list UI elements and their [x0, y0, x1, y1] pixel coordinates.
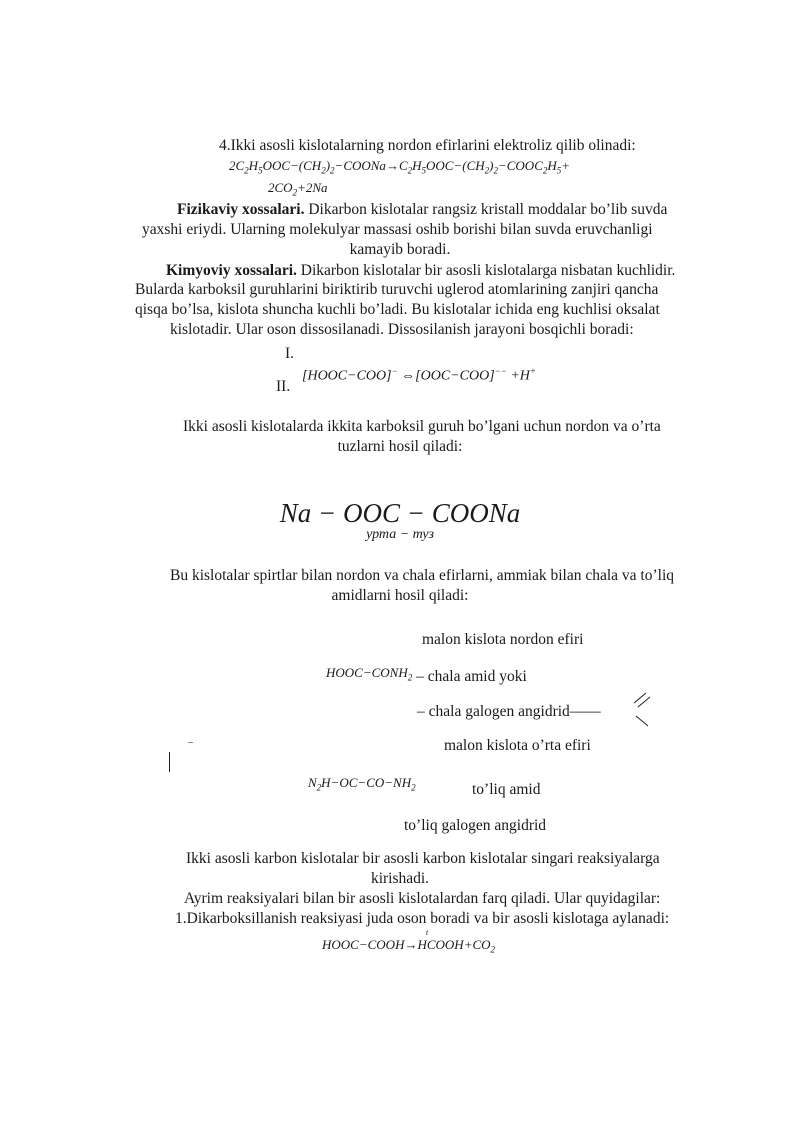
toliq-galogen-angidrid-label: to’liq galogen angidrid: [404, 817, 547, 834]
decarboxylation-equation: $HOOC-COOH\to HCOOH+CO_2$: [322, 937, 496, 955]
toliq-amid-formula: $N_2H-OC-CO-NH_2$: [308, 775, 416, 793]
dissociation-equation: [HOOC−COO]− ⇔[OOC−COO]−− +H+: [302, 366, 536, 384]
salts-line2: tuzlarni hosil qiladi:: [337, 438, 463, 455]
reactions-line2: kirishadi.: [370, 870, 430, 887]
malon-orta-efir-label: malon kislota o’rta efiri: [444, 737, 591, 754]
physical-properties-line3: kamayib boradi.: [349, 241, 451, 258]
method-4-text: 4.Ikki asosli kislotalarning nordon efirlarini elektroliz qilib olinadi:: [219, 137, 636, 154]
toliq-amid-label: to’liq amid: [472, 781, 541, 798]
chala-amid-row: [326, 664, 527, 683]
sodium-oxalate-formula: Na − OOC − COONa: [279, 498, 521, 528]
physical-properties-line2: yaxshi eriydi. Ularning molekulyar massasi oshib borishi bilan suvda eruvchanligi: [142, 221, 653, 238]
dissociation-step-1: I.: [285, 345, 295, 362]
reactions-line1: Ikki asosli karbon kislotalar bir asosli karbon kislotalar singari reaksiyalarga: [186, 850, 660, 867]
reactions-line3: Ayrim reaksiyalari bilan bir asosli kislotalardan farq qiladi. Ular quyidagilar:: [184, 890, 661, 907]
chala-galogen-angidrid-label: – chala galogen angidrid——: [417, 703, 601, 720]
heat-mark: t: [426, 928, 429, 937]
double-bond-mark: [630, 690, 654, 730]
chala-amid-label: – chala amid yoki: [412, 668, 527, 685]
dissociation-step-2: II.: [276, 378, 291, 395]
physical-properties-heading: Fizikaviy xossalari.: [177, 201, 305, 218]
chemical-properties-line3: qisqa bo’lsa, kislota shuncha kuchli bo’ladi. Bu kislotalar ichida eng kuchlisi oksalat: [135, 301, 660, 318]
dash-mark: –: [188, 737, 193, 748]
reactions-line4: 1.Dikarboksillanish reaksiyasi juda oson boradi va bir asosli kislotaga aylanadi:: [175, 910, 670, 927]
electrolysis-equation-line2: $2CO_2+2Na$: [268, 180, 328, 198]
chala-amid-formula: $HOOC-CONH_2$: [326, 665, 413, 683]
malon-nordon-efir-label: malon kislota nordon efiri: [422, 631, 584, 648]
chemical-properties-line1: Kimyoviy xossalari. Dikarbon kislotalar bir asosli kislotalarga nisbatan kuchlidir.: [166, 262, 676, 279]
derivatives-line1: Bu kislotalar spirtlar bilan nordon va chala efirlarni, ammiak bilan chala va to’liq: [170, 567, 675, 584]
middle-salt-caption: урта − туз: [366, 527, 434, 542]
salts-line1: Ikki asosli kislotalarda ikkita karboksil guruh bo’lgani uchun nordon va o’rta: [183, 418, 661, 435]
chemical-properties-line2: Bularda karboksil guruhlarini biriktirib turuvchi uglerod atomlarining zanjiri qancha: [135, 281, 659, 298]
electrolysis-equation-line1: $2C_2H_5OOC-(CH_2)_2-COONa\to C_2H_5OOC-(CH_2)_2-COOC_2H_5+$: [229, 158, 571, 176]
physical-properties-line1: Fizikaviy xossalari. Dikarbon kislotalar rangsiz kristall moddalar bo’lib suvda: [177, 201, 668, 218]
derivatives-line2: amidlarni hosil qiladi:: [331, 587, 469, 604]
chemical-properties-line4: kislotadir. Ular oson dissosilanadi. Dissosilanish jarayoni bosqichli boradi:: [170, 321, 634, 338]
chemical-properties-heading: Kimyoviy xossalari.: [166, 262, 297, 279]
bracket-line: [169, 752, 170, 772]
